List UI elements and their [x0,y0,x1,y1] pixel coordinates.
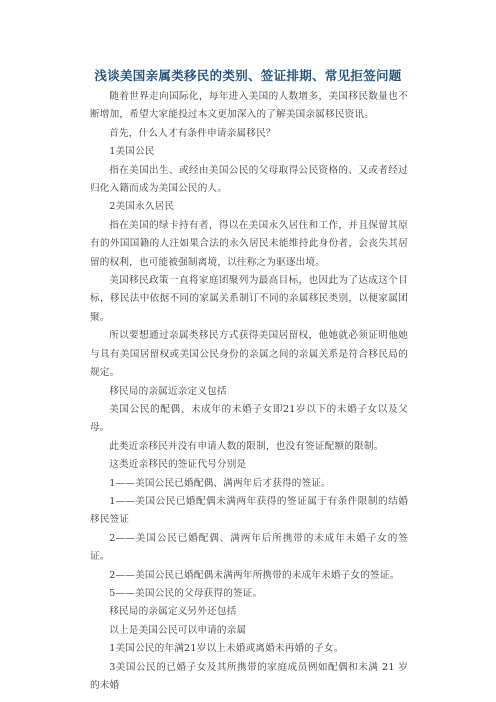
paragraph: 此类近亲移民并没有申请人数的限制，也没有签证配额的限制。 [109,440,384,452]
paragraph: 移民局的亲属定义另外还包括 [109,606,237,618]
paragraph: 1——美国公民已婚配偶未满两年获得的签证属于有条件限制的结婚移民签证 [90,495,408,526]
document-title: 浅谈美国亲属类移民的类别、签证排期、常见拒签问题 [94,68,402,83]
paragraph: 美国公民的配偶、未成年的未婚子女即21岁以下的未婚子女以及父母。 [90,403,408,434]
paragraph: 1美国公民 [109,146,155,158]
paragraph: 以上是美国公民可以申请的亲属 [109,624,247,636]
paragraph: 指在美国出生、或经由美国公民的父母取得公民资格的、又或者经过归化入籍而成为美国公民的人。 [90,164,408,195]
document-body [90,88,408,695]
paragraph: 2——美国公民已婚配偶未满两年所携带的未成年未婚子女的签证。 [109,569,400,581]
paragraph: 2美国永久居民 [109,201,175,213]
paragraph: 2——美国公民已婚配偶、满两年后所携带的未成年未婚子女的签证。 [90,532,408,563]
paragraph: 1——美国公民已婚配偶、满两年后才获得的签证。 [109,477,331,489]
paragraph: 移民局的亲属近亲定义包括 [109,385,227,397]
paragraph: 随着世界走向国际化，每年进入美国的人数增多，美国移民数量也不断增加，希望大家能投过本文更加深入的了解美国亲属移民资讯。 [90,91,408,121]
paragraph: 这类近亲移民的签证代号分别是 [109,459,247,471]
paragraph: 5——美国公民的父母获得的签证。 [109,587,263,599]
paragraph: 3美国公民的已婚子女及其所携带的家庭成员例如配偶和未满 21 岁的未婚 [90,661,408,691]
paragraph: 首先，什么人才有条件申请亲属移民？ [109,127,276,139]
paragraph: 美国移民政策一直将家庭团聚列为最高目标，也因此为了达成这个目标，移民法中依据不同的家属关系制订不同的亲属移民类别，以便家属团聚。 [90,275,408,323]
paragraph: 所以要想通过亲属类移民方式获得美国居留权，他她就必须证明他她与具有美国居留权或美国公民身份的亲属之间的亲属关系是符合移民局的规定。 [90,330,408,379]
paragraph: 1美国公民的年满21岁以上未婚或离婚未再婚的子女。 [109,643,344,655]
paragraph: 指在美国的绿卡持有者，得以在美国永久居住和工作，并且保留其原有的外国国籍的人注如果合法的永久居民未能维持此身份者，会丧失其居留的权利，也可能被强制离境，以往称之为驱逐出境。 [90,219,408,268]
